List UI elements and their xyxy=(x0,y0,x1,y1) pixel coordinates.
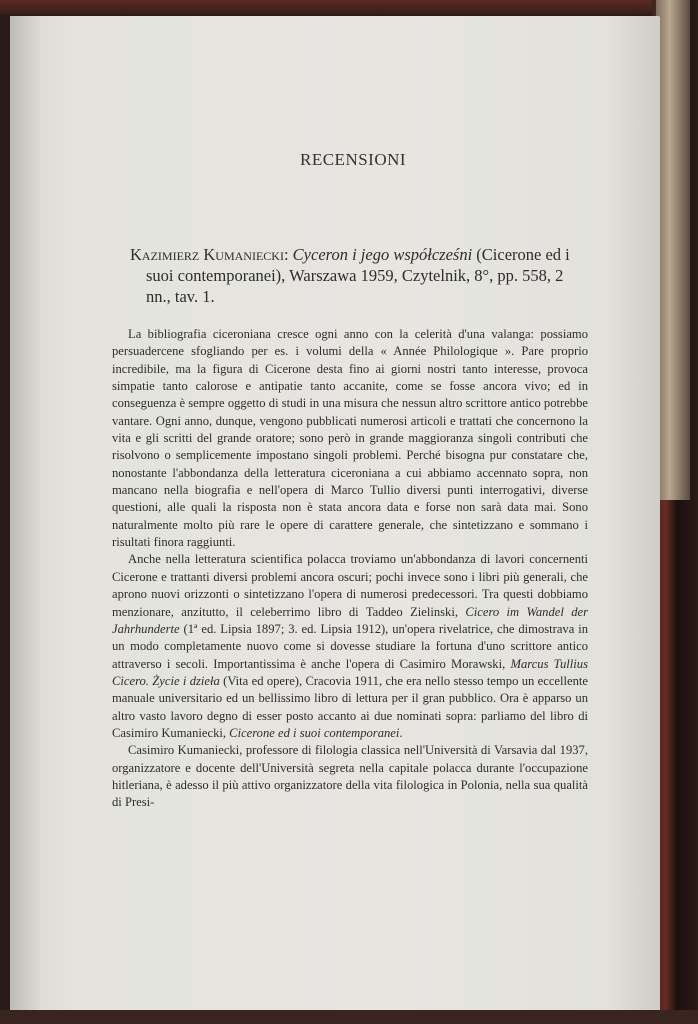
book-cover-top-edge xyxy=(0,0,698,14)
paragraph-2-text-d: . xyxy=(399,725,403,740)
paragraph-2-text-c: (Vita ed opere), Cracovia 1911, che era nello stesso tempo un eccellente manuale universitario ed un bellissimo libro di lettura per il gran pubblico. Ora è apparso un altro vasto lavoro degno di esser posto accanto ai due nominati sopra: parliamo del libro di Casimiro Kumaniecki, xyxy=(112,673,588,740)
review-citation xyxy=(130,244,576,307)
review-body xyxy=(112,326,588,812)
book-title-morawski: Marcus Tullius Cicero. Życie i dzieła xyxy=(112,656,588,688)
book-title-zielinski: Cicero im Wandel der Jahrhunderte xyxy=(112,604,588,636)
citation-author: Kazimierz Kumaniecki xyxy=(130,245,284,264)
paragraph-3: Casimiro Kumaniecki, professore di filologia classica nell'Università di Varsavia dal 1937, organizzatore e docente dell'Università segreta nella capitale polacca durante l'occupazione hitleriana, è adesso il più attivo organizzatore della vita filologica in Polonia, nella sua qualità di Presi- xyxy=(112,743,588,810)
paragraph-1: La bibliografia ciceroniana cresce ogni anno con la celerità d'una valanga: possiamo persuadercene sfogliando per es. i volumi della « Année Philologique ». Pare proprio incredibile, ma la figura di Cicerone desta fino ai giorni nostri tanto interesse, provoca simpatie tanto calorose e antipatie tanto accanite, come se fosse ancora vivo; ed in conseguenza è sempre oggetto di studi in una misura che nessun altro scrittore antico potrebbe vantare. Ogni anno, dunque, vengono pubblicati numerosi articoli e trattati che concernono la vita e gli scritti del grande oratore; sono però in grande maggioranza singoli contributi che risolvono o semplicemente impostano singoli problemi. Perché bisogna pur constatare che, nonostante l'abbondanza della letteratura ciceroniana a cui abbiamo accennato sopra, non mancano nella biografia e nell'opera di Marco Tullio diversi punti interrogativi, diverse questioni, alle quali la risposta non è stata ancora data e forse non sarà data mai. Sono naturalmente molto più rare le opere di carattere generale, che sintetizzano e sommano i risultati finora raggiunti. xyxy=(112,327,588,550)
section-title: RECENSIONI xyxy=(300,150,407,169)
book-title-kumaniecki: Cicerone ed i suoi contemporanei xyxy=(229,725,400,740)
citation-title: Cyceron i jego współcześni xyxy=(292,245,473,264)
book-bottom-edge xyxy=(0,1010,698,1024)
page-gutter xyxy=(10,16,40,1012)
paragraph-2-text-b: (1ª ed. Lipsia 1897; 3. ed. Lipsia 1912), un'opera rivelatrice, che dimostrava in un modo completamente nuovo come si dovesse studiare la fortuna d'uno scrittore antico attraverso i secoli. Importantissima è anche l'opera di Casimiro Morawski, xyxy=(112,621,588,671)
citation-details: (Cicerone ed i suoi contemporanei), Warszawa 1959, Czytelnik, 8°, pp. 558, 2 nn., tav. 1. xyxy=(146,245,570,306)
citation-separator: : xyxy=(283,245,293,264)
paragraph-2 xyxy=(112,551,588,742)
adjacent-page-edge xyxy=(656,0,690,500)
paragraph-2-text-a: Anche nella letteratura scientifica polacca troviamo un'abbondanza di lavori concernenti Cicerone e trattanti diversi problemi ancora oscuri; pochi invece sono i libri più generali, che aprono nuovi orizzonti o sintetizzano l'opera di numerosi predecessori. Tra questi dobbiamo menzionare, anzitutto, il celeberrimo libro di Taddeo Zielinski, xyxy=(112,552,588,619)
